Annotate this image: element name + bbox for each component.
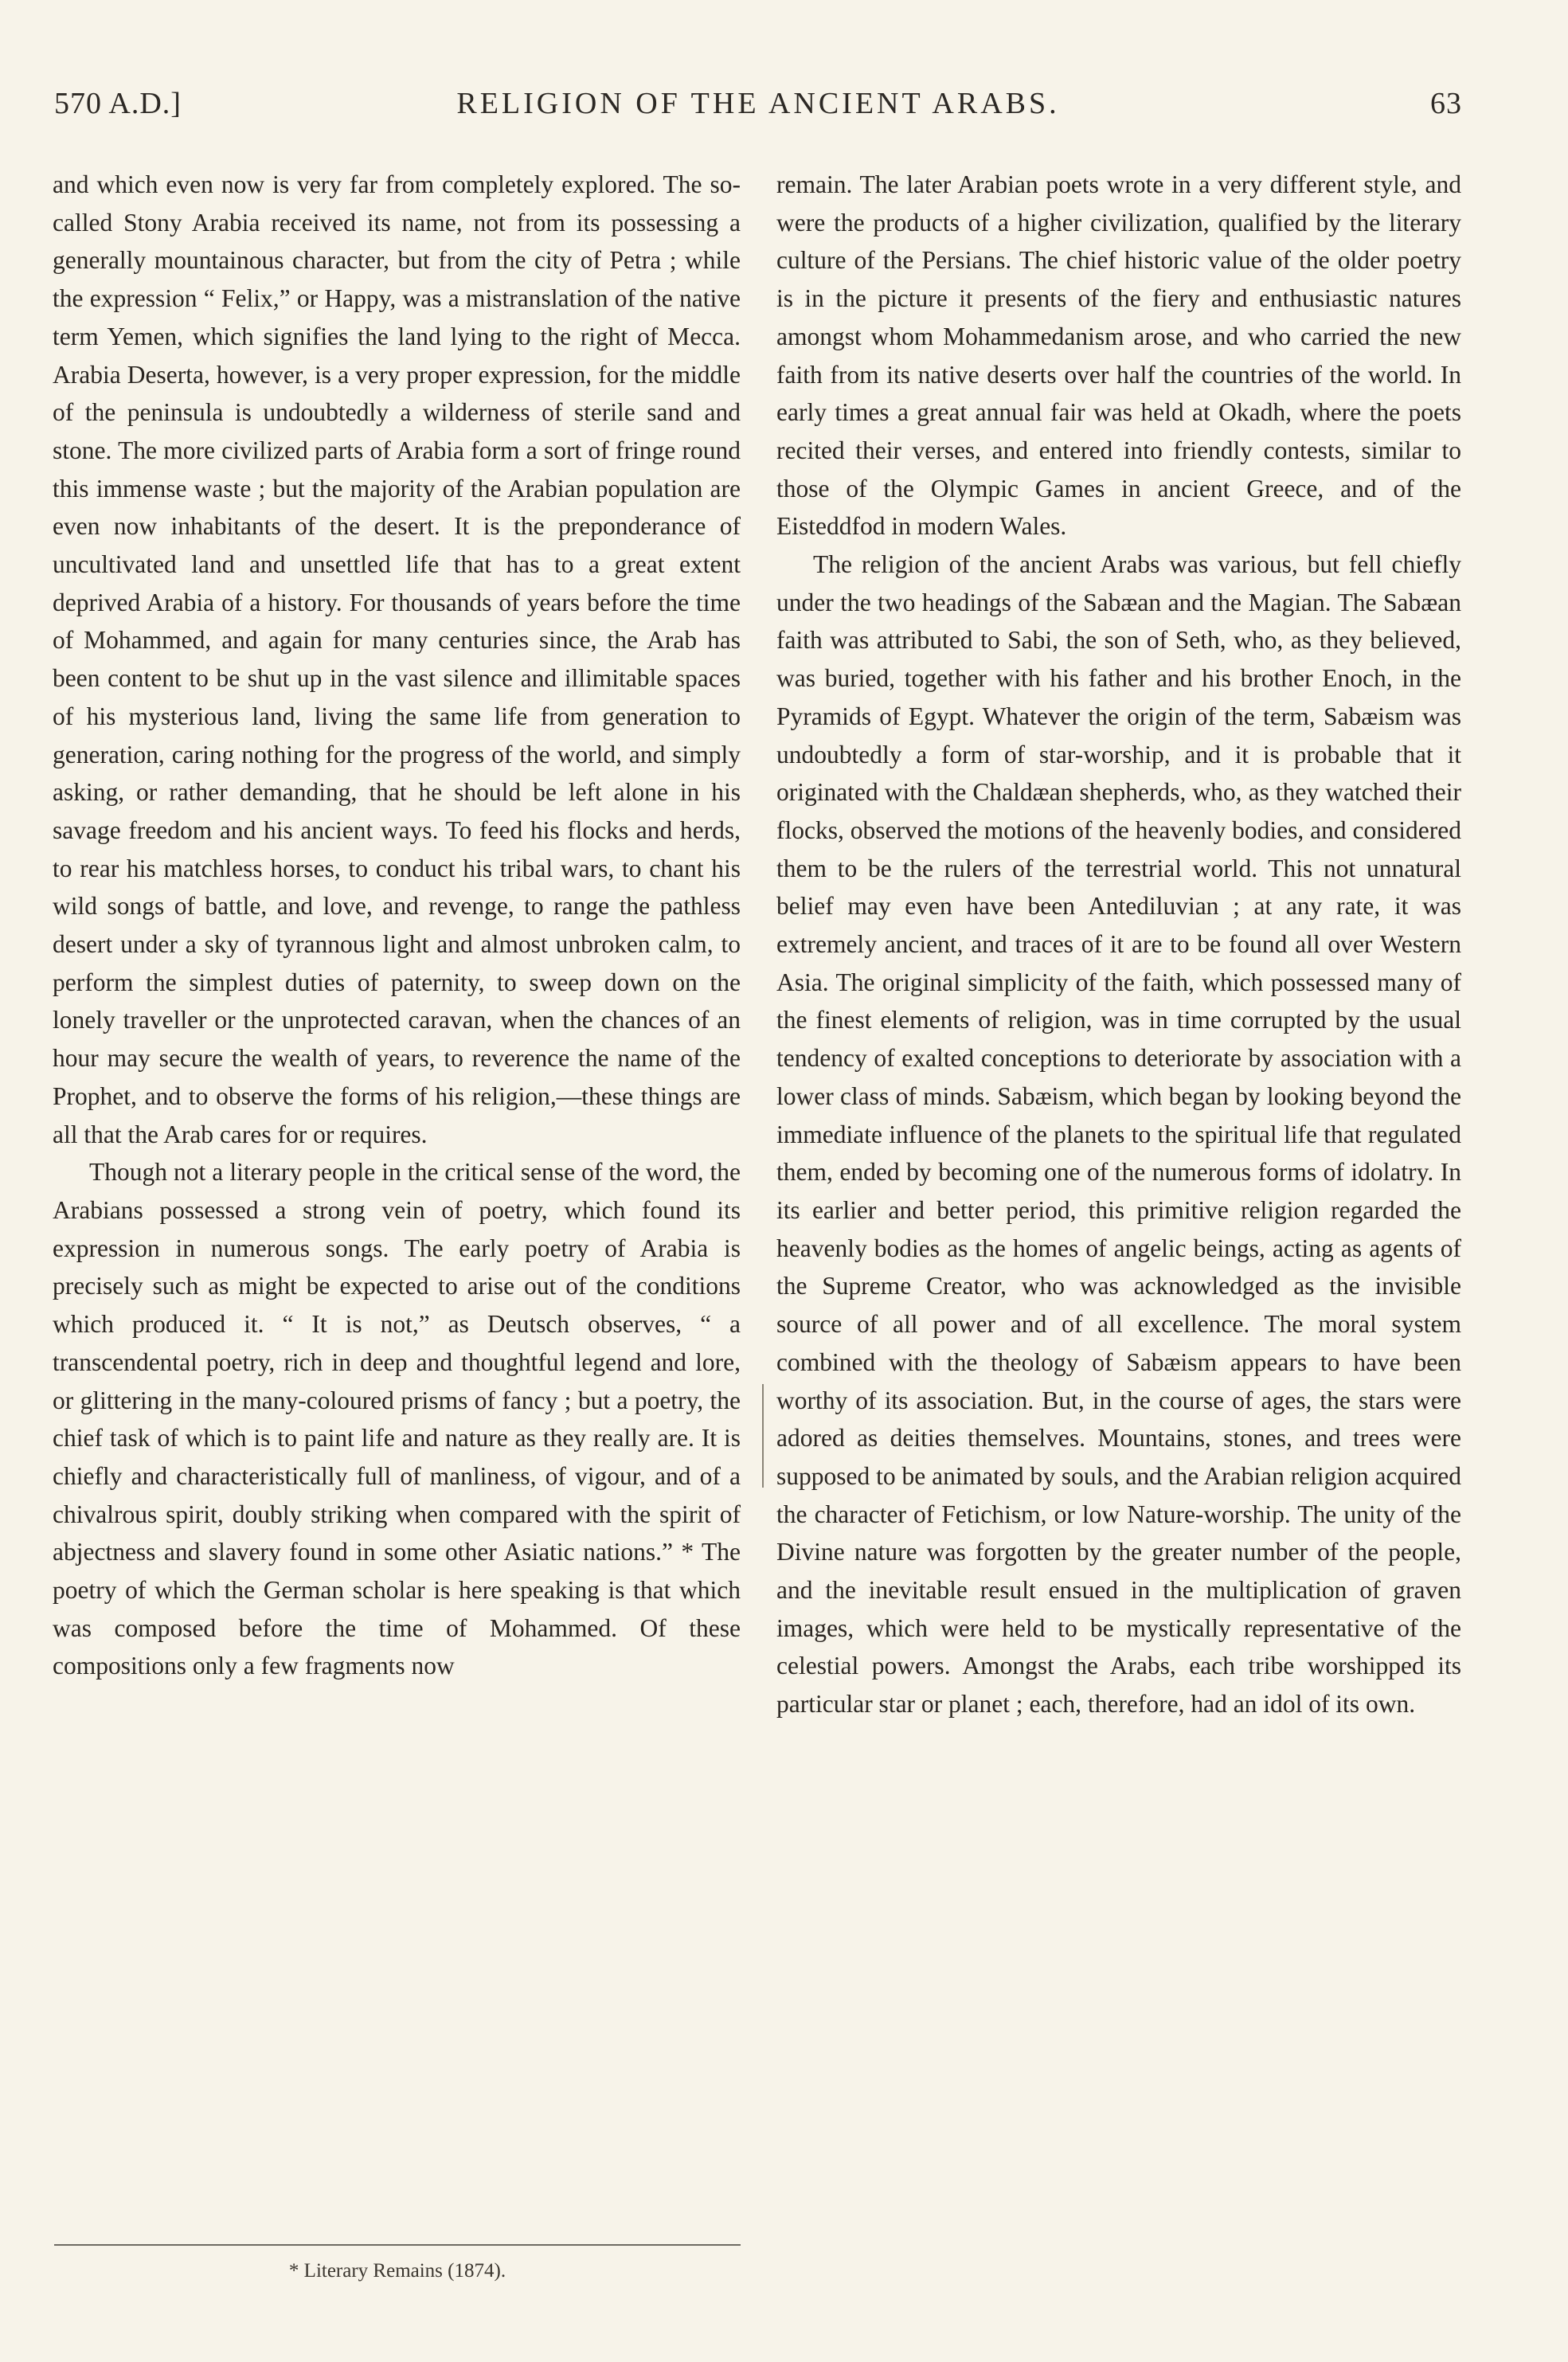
right-column bbox=[776, 166, 1461, 1723]
footnote: * Literary Remains (1874). bbox=[288, 2260, 506, 2282]
paragraph-continued: remain. The later Arabian poets wrote in a very different style, and were the products of a higher civilization, qualified by the literary culture of the Persians. The chief historic value of the older poetry is in the picture it presents of the fiery and enthusiastic natures amongst whom Mohammedanism arose, and who carried the new faith from its native deserts over half the countries of the world. In early times a great annual fair was held at Okadh, where the poets recited their verses, and entered into friendly contests, similar to those of the Olympic Games in ancient Greece, and of the Eisteddfod in modern Wales. bbox=[776, 170, 1461, 541]
paragraph-continued: and which even now is very far from completely explored. The so-called Stony Arabia received its name, not from its possessing a generally mountainous character, but from the city of Petra ; while the expression “ Felix,” or Happy, was a mistranslation of the native term Yemen, which signifies the land lying to the right of Mecca. Arabia Deserta, however, is a very proper expression, for the middle of the peninsula is undoubtedly a wilderness of sterile sand and stone. The more civilized parts of Arabia form a sort of fringe round this immense waste ; but the majority of the Arabian population are even now inhabitants of the desert. It is the preponderance of uncultivated land and unsettled life that has to a great extent deprived Arabia of a history. For thousands of years before the time of Mohammed, and again for many centuries since, the Arab has been content to be shut up in the vast silence and illimitable spaces of his mysterious land, living the same life from generation to generation, caring nothing for the progress of the world, and simply asking, or rather demanding, that he should be left alone in his savage freedom and his ancient ways. To feed his flocks and herds, to rear his matchless horses, to conduct his tribal wars, to chant his wild songs of battle, and love, and revenge, to range the pathless desert under a sky of tyrannous light and almost unbroken calm, to perform the simplest duties of paternity, to sweep down on the lonely traveller or the unprotected caravan, when the chances of an hour may secure the wealth of years, to reverence the name of the Prophet, and to observe the forms of his religion,—these things are all that the Arab cares for or requires. bbox=[53, 170, 741, 1148]
column-divider bbox=[762, 1384, 764, 1488]
header-title: RELIGION OF THE ANCIENT ARABS. bbox=[456, 87, 1060, 120]
page-number: 63 bbox=[1430, 87, 1462, 120]
left-column bbox=[53, 166, 741, 1685]
paragraph-religion: The religion of the ancient Arabs was various, but fell chiefly under the two headings of the Sabæan and the Magian. The Sabæan faith was attributed to Sabi, the son of Seth, who, as they believed, was buried, together with his father and his brother Enoch, in the Pyramids of Egypt. Whatever the origin of the term, Sabæism was undoubtedly a form of star-worship, and it is probable that it originated with the Chaldæan shepherds, who, as they watched their flocks, observed the motions of the heavenly bodies, and considered them to be the rulers of the terrestrial world. This not unnatural belief may even have been Antediluvian ; at any rate, it was extremely ancient, and traces of it are to be found all over Western Asia. The original simplicity of the faith, which possessed many of the finest elements of religion, was in time corrupted by the usual tendency of exalted conceptions to deteriorate by association with a lower class of minds. Sabæism, which began by looking beyond the immediate influence of the planets to the spiritual life that regulated them, ended by becoming one of the numerous forms of idolatry. In its earlier and better period, this primitive religion regarded the heavenly bodies as the homes of angelic beings, acting as agents of the Supreme Creator, who was acknowledged as the invisible source of all power and of all excellence. The moral system combined with the theology of Sabæism appears to have been worthy of its association. But, in the course of ages, the stars were adored as deities themselves. Mountains, stones, and trees were supposed to be animated by souls, and the Arabian religion acquired the character of Fetichism, or low Nature-worship. The unity of the Divine nature was forgotten by the greater number of the people, and the inevitable result ensued in the multiplication of graven images, which were held to be mystically representative of the celestial powers. Amongst the Arabs, each tribe worshipped its particular star or planet ; each, therefore, had an idol of its own. bbox=[776, 550, 1461, 1719]
header-date-range: 570 A.D.] bbox=[54, 87, 182, 120]
paragraph-poetry: Though not a literary people in the critical sense of the word, the Arabians possessed a strong vein of poetry, which found its expression in numerous songs. The early poetry of Arabia is precisely such as might be expected to arise out of the conditions which produced it. “ It is not,” as Deutsch observes, “ a transcendental poetry, rich in deep and thoughtful legend and lore, or glittering in the many-coloured prisms of fancy ; but a poetry, the chief task of which is to paint life and nature as they really are. It is chiefly and characteristically full of manliness, of vigour, and of a chivalrous spirit, doubly striking when compared with the spirit of abjectness and slavery found in some other Asiatic nations.” * The poetry of which the German scholar is here speaking is that which was composed before the time of Mohammed. Of these compositions only a few fragments now bbox=[53, 1158, 741, 1680]
footnote-divider bbox=[54, 2244, 741, 2246]
running-header bbox=[54, 86, 1462, 134]
